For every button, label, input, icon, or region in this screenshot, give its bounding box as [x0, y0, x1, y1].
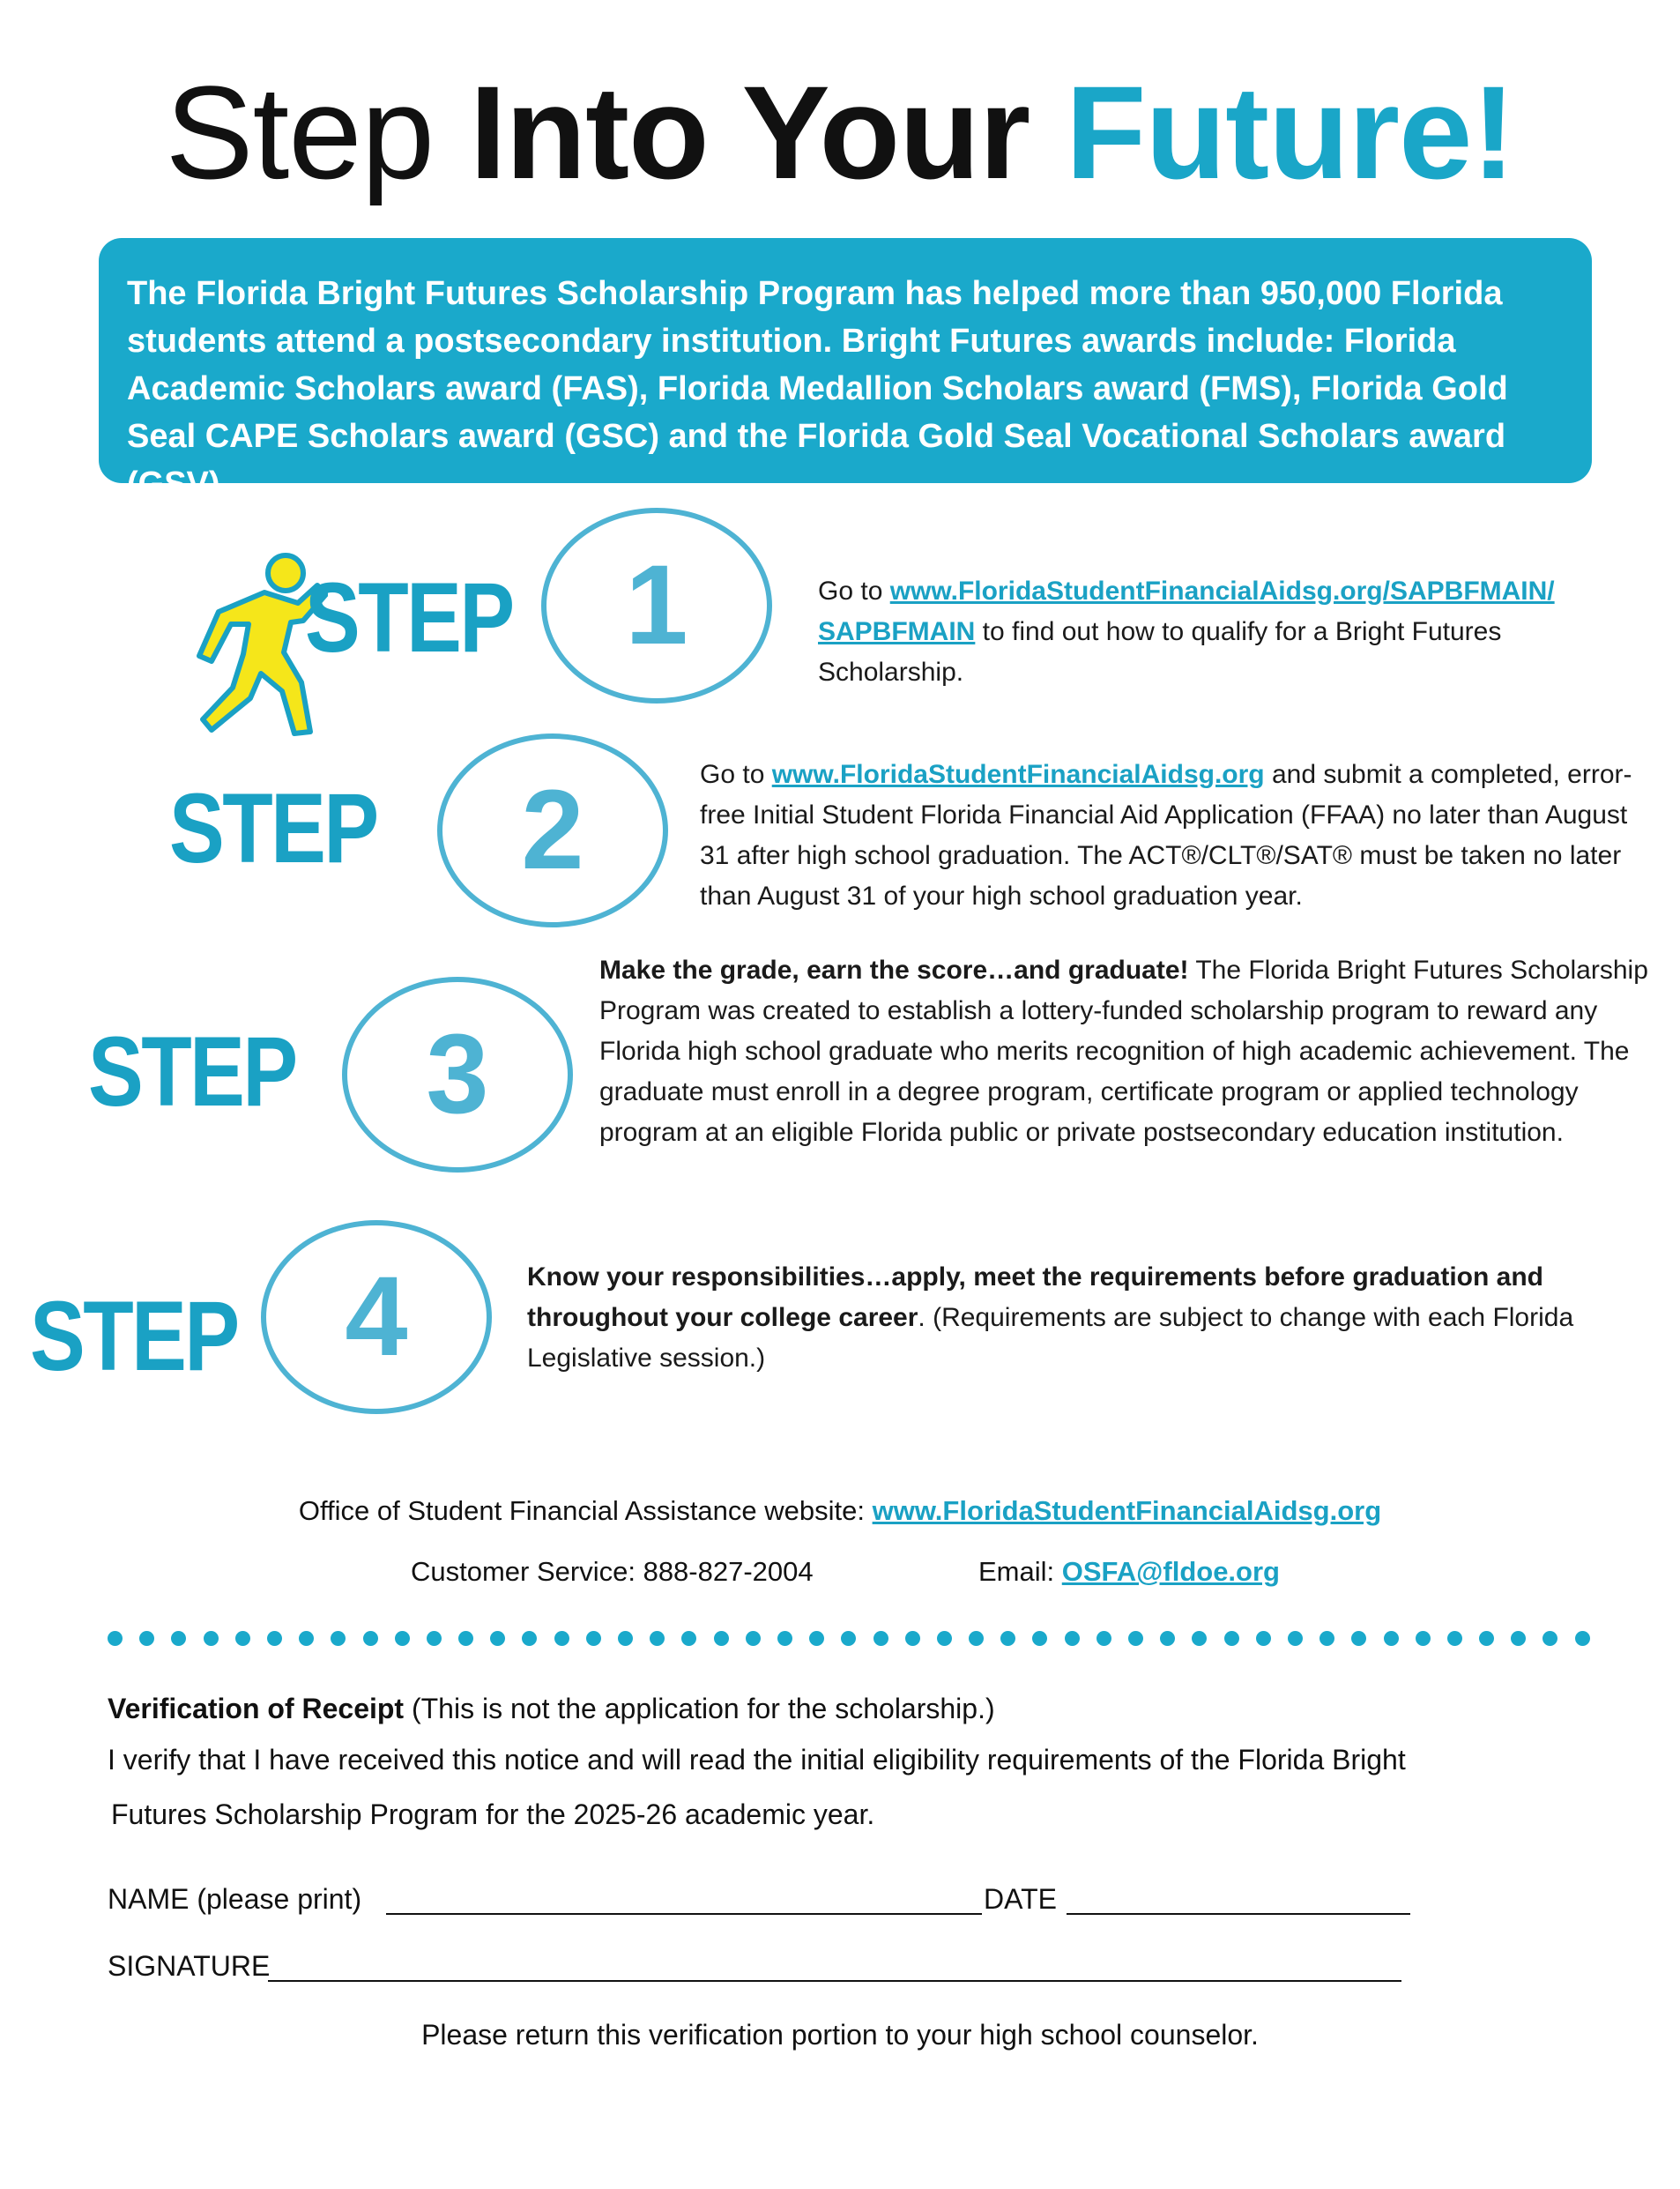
divider-dot — [1160, 1631, 1175, 1646]
step-1-label: STEP — [305, 562, 513, 673]
divider-dot — [427, 1631, 442, 1646]
divider-dot — [490, 1631, 505, 1646]
divider-dot — [746, 1631, 761, 1646]
step-2-link[interactable]: www.FloridaStudentFinancialAidsg.org — [771, 760, 1265, 789]
divider-dot — [395, 1631, 410, 1646]
return-note: Please return this verification portion to your high school counselor. — [421, 2019, 1259, 2051]
name-field-line[interactable] — [386, 1887, 982, 1915]
signature-field-line[interactable] — [268, 1954, 1401, 1982]
divider-dot — [1319, 1631, 1334, 1646]
page-title — [0, 58, 1680, 206]
step-1-number: 1 — [625, 542, 688, 668]
divider-dot — [204, 1631, 219, 1646]
verification-line-2: Futures Scholarship Program for the 2025-26 academic year. — [111, 1798, 875, 1830]
divider-dot — [681, 1631, 696, 1646]
divider-dot — [809, 1631, 824, 1646]
divider-dot — [905, 1631, 920, 1646]
website-label: Office of Student Financial Assistance website: — [298, 1495, 873, 1526]
date-label: DATE — [984, 1883, 1057, 1915]
email-label: Email: — [978, 1556, 1062, 1587]
step-3-number: 3 — [426, 1011, 489, 1137]
step-1-link[interactable]: www.FloridaStudentFinancialAidsg.org/SAPBFMAIN/ — [889, 577, 1555, 606]
step-2-circle — [437, 733, 668, 927]
divider-dot — [1351, 1631, 1366, 1646]
step-4-text — [527, 1257, 1585, 1379]
divider-dot — [1192, 1631, 1207, 1646]
divider-dot — [331, 1631, 346, 1646]
divider-dot — [171, 1631, 186, 1646]
step-1-text — [818, 571, 1611, 693]
divider-dot — [1224, 1631, 1239, 1646]
verification-note: (This is not the application for the scholarship.) — [404, 1693, 995, 1724]
step-2-label: STEP — [169, 773, 377, 883]
divider-dot — [1542, 1631, 1557, 1646]
email-link[interactable]: OSFA@fldoe.org — [1061, 1556, 1280, 1587]
divider-dot — [1032, 1631, 1047, 1646]
email-line — [978, 1554, 1280, 1590]
verification-heading-line — [108, 1691, 995, 1726]
divider-dot — [1256, 1631, 1271, 1646]
divider-dot — [139, 1631, 154, 1646]
divider-dot — [108, 1631, 123, 1646]
verification-line-1: I verify that I have received this notice and will read the initial eligibility requirements of the Florida Bright — [108, 1744, 1406, 1776]
title-part-step: Step — [165, 58, 470, 206]
divider-dot — [1416, 1631, 1431, 1646]
divider-dot — [650, 1631, 665, 1646]
step-2-post: and submit a completed, error-free Initial Student Florida Financial Aid Application (FFAA) no later than August 31 after high school graduation. The ACT®/CLT®/SAT® must be taken no later than August 31 of your high school graduation year. — [700, 760, 1632, 911]
divider-dot — [458, 1631, 473, 1646]
step-4-bold: Know your responsibilities…apply, meet the requirements before graduation and throughout your college career — [527, 1262, 1543, 1332]
step-2-pre: Go to — [700, 760, 772, 789]
step-1-circle — [541, 508, 772, 704]
step-4-number: 4 — [345, 1254, 408, 1380]
verification-heading: Verification of Receipt — [108, 1693, 405, 1724]
step-1-pre: Go to — [818, 577, 890, 606]
divider-dot — [299, 1631, 314, 1646]
step-1-post: to find out how to qualify for a Bright Futures Scholarship. — [818, 617, 1502, 687]
divider-dot — [1511, 1631, 1526, 1646]
step-4-label: STEP — [30, 1281, 238, 1391]
step-3-bold: Make the grade, earn the score…and graduate! — [599, 956, 1189, 985]
divider-dot — [714, 1631, 729, 1646]
intro-box — [99, 238, 1592, 503]
step-3-label: STEP — [88, 1016, 296, 1127]
divider-dot — [841, 1631, 856, 1646]
divider-dot — [1000, 1631, 1015, 1646]
step-4-post: . (Requirements are subject to change with each Florida Legislative session.) — [527, 1303, 1574, 1373]
divider-dot — [873, 1631, 888, 1646]
divider-dot — [1384, 1631, 1399, 1646]
step-2-number: 2 — [521, 767, 584, 893]
title-part-into-your: Into Your — [469, 58, 1066, 206]
signature-label: SIGNATURE — [108, 1950, 271, 1982]
divider-dot — [1065, 1631, 1080, 1646]
website-link[interactable]: www.FloridaStudentFinancialAidsg.org — [872, 1495, 1382, 1526]
intro-text: The Florida Bright Futures Scholarship Program has helped more than 950,000 Florida students attend a postsecondary institution. Bright Futures awards include: Florida Academic Scholars award (FAS), Florida Medallion Scholars award (FMS), Florida Gold Seal CAPE Scholars award (GSC) and the Florida Gold Seal Vocational Scholars award (GSV). — [127, 275, 1508, 503]
customer-service: Customer Service: 888-827-2004 — [411, 1556, 814, 1587]
divider-dot — [618, 1631, 633, 1646]
divider-dot — [1288, 1631, 1303, 1646]
date-field-line[interactable] — [1067, 1887, 1410, 1915]
title-part-future: Future! — [1065, 58, 1515, 206]
divider-dot — [777, 1631, 792, 1646]
divider-dot — [522, 1631, 537, 1646]
divider-dot — [235, 1631, 250, 1646]
divider-dot — [937, 1631, 952, 1646]
step-4-circle — [261, 1220, 492, 1414]
divider-dot — [1479, 1631, 1494, 1646]
running-figure-icon — [169, 550, 328, 758]
divider-dot — [363, 1631, 378, 1646]
step-1-link-part2[interactable]: SAPBFMAIN — [818, 617, 976, 646]
divider-dot — [1575, 1631, 1590, 1646]
divider-dot — [1128, 1631, 1143, 1646]
step-3-post: The Florida Bright Futures Scholarship Program was created to establish a lottery-funded scholarship program to reward any Florida high school graduate who merits recognition of high academic achievement. The graduate must enroll in a degree program, certificate program or applied technology program at an eligible Florida public or private postsecondary education institution. — [599, 956, 1648, 1147]
divider-dot — [554, 1631, 569, 1646]
divider-dot — [586, 1631, 601, 1646]
website-line — [0, 1493, 1680, 1529]
step-2-text — [700, 755, 1662, 917]
step-3-circle — [342, 977, 573, 1173]
name-label: NAME (please print) — [108, 1883, 362, 1915]
step-3-text — [599, 950, 1657, 1153]
divider-dot — [1096, 1631, 1111, 1646]
divider-dot — [267, 1631, 282, 1646]
divider-dot — [969, 1631, 984, 1646]
dotted-divider — [108, 1629, 1590, 1647]
divider-dot — [1447, 1631, 1462, 1646]
